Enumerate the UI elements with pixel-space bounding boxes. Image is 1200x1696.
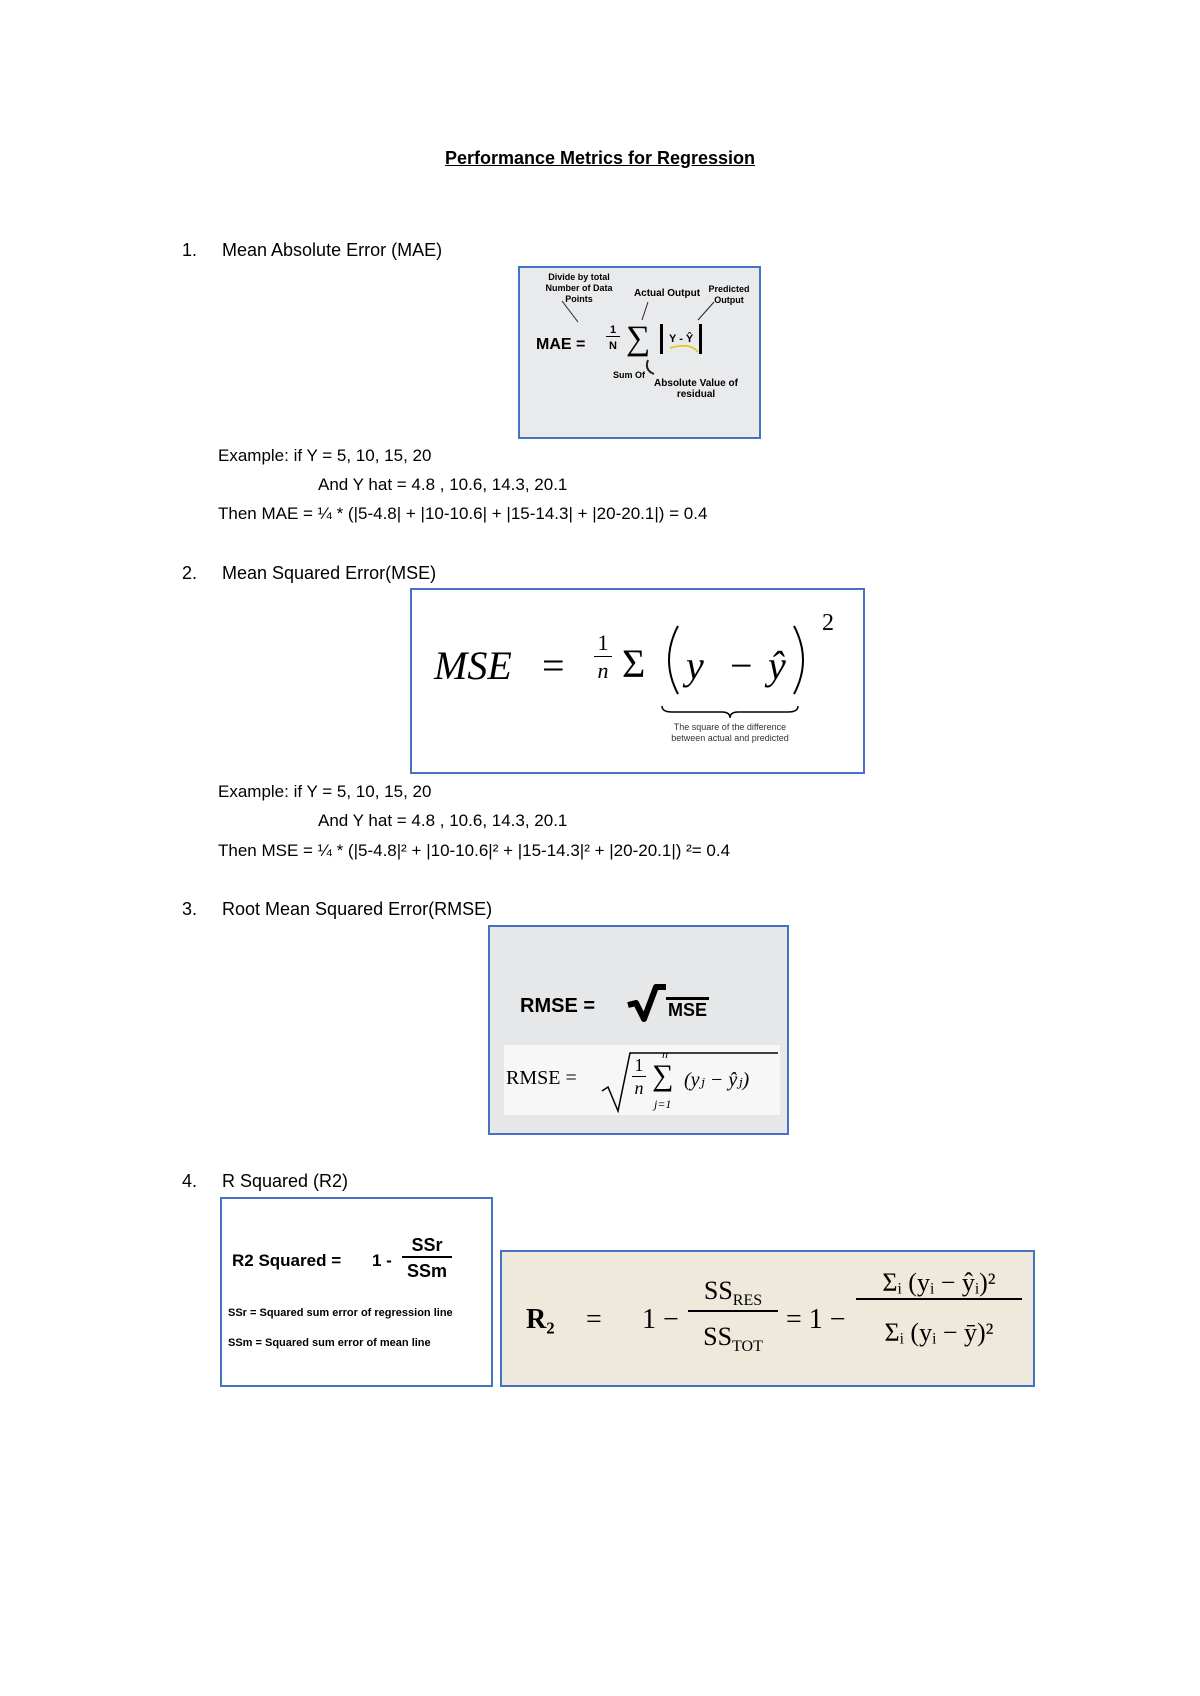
section-heading-r2 [182, 1171, 348, 1192]
r2-ss-res [688, 1276, 778, 1312]
mse-example-line-1: Example: if Y = 5, 10, 15, 20 [218, 782, 432, 801]
r2-def-ssr: SSr = Squared sum error of regression line [228, 1307, 453, 1319]
section-heading-mae [182, 240, 442, 261]
r2-ss-tot [688, 1322, 778, 1356]
rmse-formula-2-panel [504, 1045, 780, 1115]
annotation-actual: Actual Output [633, 288, 701, 299]
section-heading-mse [182, 563, 436, 584]
r2-one-minus: 1 - [372, 1251, 392, 1270]
mse-frac-num: 1 [594, 630, 612, 657]
section-number: 4. [182, 1171, 198, 1191]
r2-definition-figure [220, 1197, 493, 1387]
r2-sum-residual: Σᵢ (yᵢ − ŷᵢ)² [856, 1268, 1022, 1300]
mae-abs-value: Y - Ŷ [660, 324, 702, 354]
mse-minus: − [730, 643, 753, 688]
mse-y: y [686, 643, 704, 688]
section-title: Root Mean Squared Error(RMSE) [222, 899, 493, 919]
section-number: 3. [182, 899, 198, 919]
section-title: R Squared (R2) [222, 1171, 349, 1191]
rmse-sigma: ∑ [652, 1059, 674, 1092]
r2-formula-one-minus [642, 1304, 679, 1336]
r2-def-ssm: SSm = Squared sum error of mean line [228, 1337, 431, 1349]
mae-frac-den: N [609, 340, 617, 352]
rmse-formula-figure [488, 925, 789, 1135]
mse-example-line-3: Then MSE = ¼ * (|5-4.8|² + |10-10.6|² + |15-14.3|² + |20-20.1|) ²= 0.4 [218, 841, 731, 860]
r2-lhs: R2 Squared = [232, 1251, 342, 1270]
mae-frac-num: 1 [606, 324, 620, 337]
r2-sum-total: Σᵢ (yᵢ − ȳ)² [884, 1318, 994, 1347]
mse-yhat: ŷ [768, 643, 786, 688]
annotation-predicted: Predicted Output [708, 284, 750, 305]
page-title: Performance Metrics for Regression [444, 148, 756, 168]
r2-ss-tot-sub: TOT [732, 1338, 763, 1356]
mae-formula-figure [518, 266, 761, 439]
section-title: Mean Squared Error(MSE) [222, 563, 437, 583]
rmse-sum-top: n [662, 1047, 668, 1061]
mse-frac-den: n [597, 658, 609, 683]
mse-sigma: Σ [622, 641, 646, 686]
rmse-sum-bottom: j=1 [654, 1097, 672, 1111]
mae-lhs: MAE = [536, 336, 586, 353]
r2-ss-res-sub: RES [732, 1292, 763, 1310]
section-number: 1. [182, 240, 198, 260]
r2-denominator: SSm [406, 1261, 448, 1281]
mse-example-line-2: And Y hat = 4.8 , 10.6, 14.3, 20.1 [318, 811, 568, 830]
r2-formula-lhs: R₂ [526, 1304, 555, 1335]
mse-equals: = [542, 643, 565, 688]
r2-formula-eq2: = 1 − [786, 1304, 846, 1335]
r2-numerator: SSr [402, 1235, 452, 1258]
r2-one-minus-text: 1 − [642, 1304, 679, 1335]
mse-underbrace [660, 704, 800, 720]
rmse-lhs-2: RMSE = [506, 1067, 577, 1089]
section-number: 2. [182, 563, 198, 583]
rmse-frac-num: 1 [632, 1055, 646, 1077]
r2-formula-equals: = [586, 1304, 602, 1335]
mae-example-line-2: And Y hat = 4.8 , 10.6, 14.3, 20.1 [318, 475, 568, 494]
rmse-lhs-1: RMSE = [520, 995, 596, 1017]
annotation-sum-of: Sum Of [612, 370, 645, 380]
rmse-term: (yⱼ − ŷⱼ) [684, 1069, 750, 1091]
mse-note: The square of the difference between actual and predicted [671, 722, 789, 743]
section-heading-rmse [182, 899, 492, 920]
mae-example-line-1: Example: if Y = 5, 10, 15, 20 [218, 446, 432, 465]
mse-formula-figure [410, 588, 865, 774]
r2-ss-tot-label: SS [703, 1322, 733, 1351]
mae-example-line-3: Then MAE = ¼ * (|5-4.8| + |10-10.6| + |15-14.3| + |20-20.1|) = 0.4 [218, 504, 708, 523]
mse-power: 2 [822, 610, 834, 636]
r2-formula-figure [500, 1250, 1035, 1387]
rmse-frac-den: n [634, 1078, 644, 1098]
mae-sigma: ∑ [626, 320, 651, 357]
annotation-divide: Divide by total Number of Data Points [545, 272, 613, 304]
r2-ss-res-label: SS [703, 1276, 733, 1305]
annotation-absolute-value: Absolute Value of residual [654, 378, 738, 400]
section-title: Mean Absolute Error (MAE) [222, 240, 443, 260]
rmse-rhs-1: MSE [666, 997, 709, 1021]
sqrt-icon [626, 983, 666, 1023]
mse-lhs: MSE [434, 643, 512, 688]
